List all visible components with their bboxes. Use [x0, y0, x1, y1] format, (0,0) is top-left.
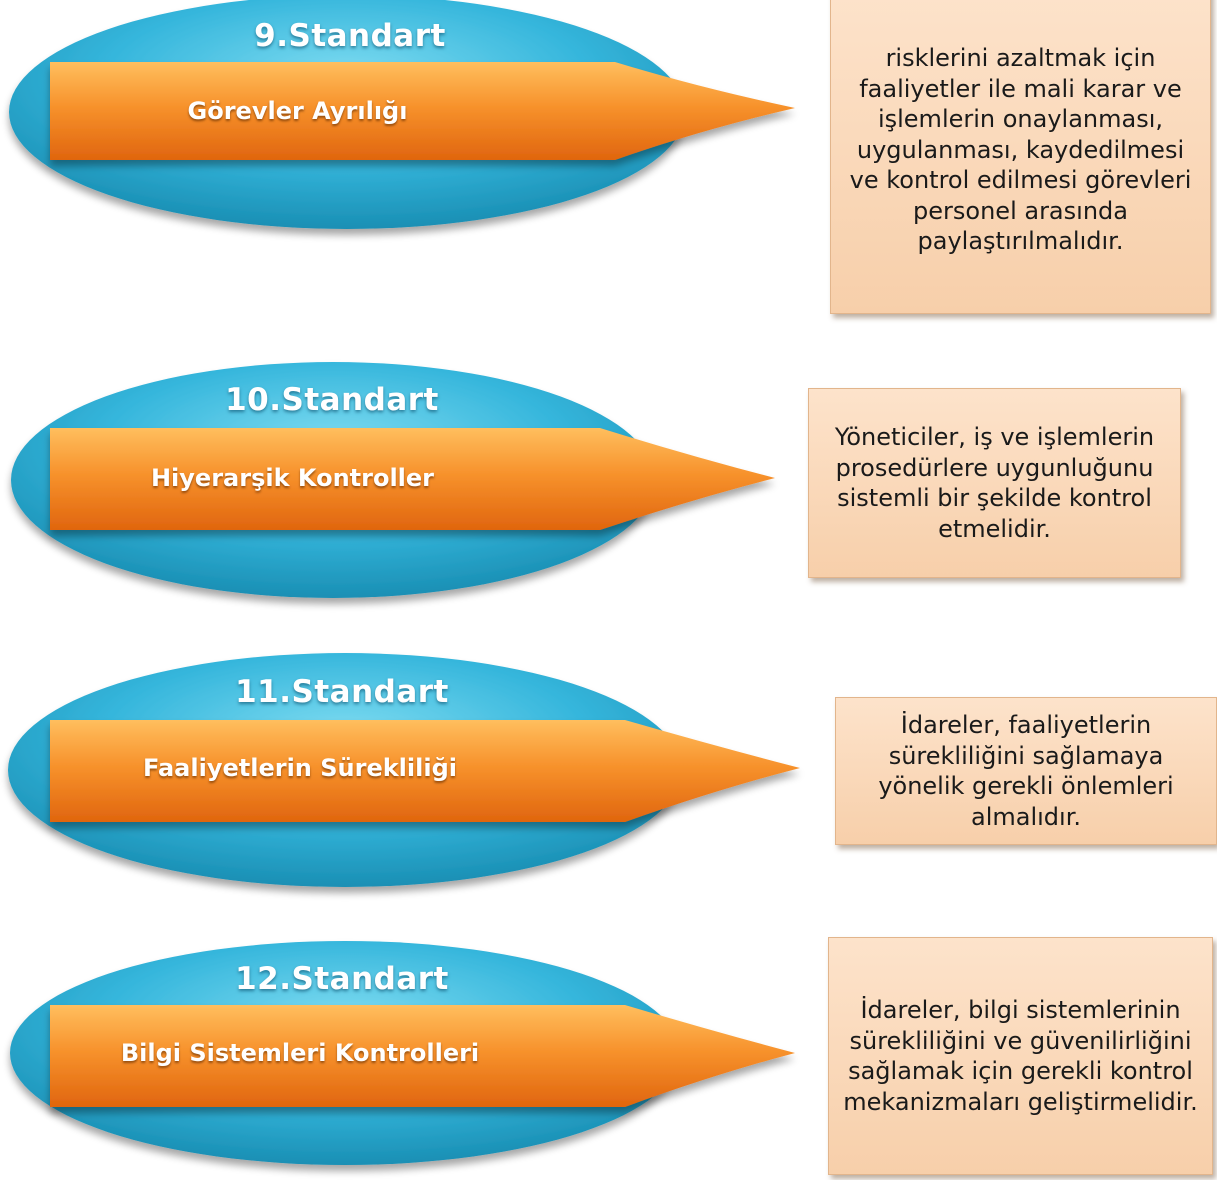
standard-row-11 — [0, 650, 1217, 900]
standard-11-label: Faaliyetlerin Sürekliliği — [143, 754, 457, 782]
standard-11-description: İdareler, faaliyetlerin sürekliliğini sağlamaya yönelik gerekli önlemleri almalıdır. — [878, 711, 1174, 831]
standard-row-10 — [0, 360, 1217, 610]
standard-12-title: 12.Standart — [235, 961, 449, 997]
standard-12-label: Bilgi Sistemleri Kontrolleri — [120, 1039, 480, 1067]
standard-10-description: Yöneticiler, iş ve işlemlerin prosedürlere uygunluğunu sistemli bir şekilde kontrol etmelidir. — [834, 423, 1155, 543]
standard-9-title: 9.Standart — [254, 18, 446, 54]
standard-10-label: Hiyerarşik Kontroller — [150, 464, 435, 492]
standard-11-description-box — [835, 697, 1217, 845]
standard-12-description-box — [828, 937, 1213, 1175]
standard-11-title: 11.Standart — [235, 674, 449, 710]
standard-9-description: risklerini azaltmak için faaliyetler ile mali karar ve işlemlerin onaylanması, uygulanması, kaydedilmesi ve kontrol edilmesi görevleri personel arasında paylaştırılmalıdır. — [849, 44, 1192, 256]
standard-10-title: 10.Standart — [225, 382, 439, 418]
standard-row-12 — [0, 935, 1217, 1180]
standard-9-label: Görevler Ayrılığı — [187, 97, 408, 125]
standard-9-description-box — [830, 0, 1211, 314]
standard-row-9 — [0, 0, 1217, 320]
standard-10-description-box — [808, 388, 1181, 578]
standard-12-description: İdareler, bilgi sistemlerinin sürekliliğini ve güvenilirliğini sağlamak için gerekli kontrol mekanizmaları geliştirmelidir. — [843, 996, 1198, 1116]
